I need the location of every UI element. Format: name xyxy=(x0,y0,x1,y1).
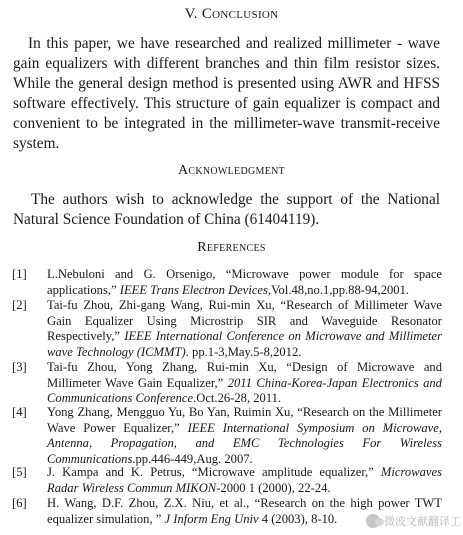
conclusion-heading: V. Conclusion xyxy=(184,6,279,22)
reference-authors: L.Nebuloni and G. Orsenigo, “Microwave power module for space applications,” xyxy=(47,267,442,297)
reference-authors: H. Wang, D.F. Zhou, Z.X. Niu, et al., “Research on the high power TWT equalizer simulation, ” xyxy=(47,496,442,526)
wechat-logo-icon xyxy=(366,514,380,528)
reference-details: -2000 1 (2000), 22-24. xyxy=(216,480,331,495)
reference-number: [2] xyxy=(12,298,27,312)
reference-number: [6] xyxy=(12,496,27,510)
reference-venue: IEEE Trans Electron Devices xyxy=(119,282,268,297)
reference-venue: IEEE International Conference on Microwave and Millimeter wave Technology (ICMMT) xyxy=(47,329,442,359)
reference-venue: Microwaves Radar Wireless Commun MIKON xyxy=(47,465,442,495)
reference-venue: 2011 China-Korea-Japan Electronics and Communications Conference xyxy=(47,375,442,405)
acknowledgment-paragraph: The authors wish to acknowledge the support of the National Natural Science Foundation of China (61404119). xyxy=(13,191,440,228)
reference-details: 4 (2003), 8-10. xyxy=(258,511,338,526)
reference-authors: J. Kampa and K. Petrus, “Microwave amplitude equalizer,” xyxy=(47,465,374,479)
reference-venue: J Inform Eng Univ xyxy=(164,511,259,526)
reference-text xyxy=(47,405,442,467)
acknowledgment-heading: Acknowledgment xyxy=(177,163,286,178)
reference-venue: IEEE International Symposium on Microwave, Antenna, Propagation, and EMC Technologies For Wireless Communications xyxy=(47,420,443,466)
references-heading: References xyxy=(197,240,266,255)
reference-authors: Yong Zhang, Mengguo Yu, Bo Yan, Ruimin Xu, “Research on the Millimeter Wave Power Equalizer,” xyxy=(47,405,442,435)
reference-details: . pp.1-3,May.5-8,2012. xyxy=(185,344,302,359)
reference-text xyxy=(47,298,442,360)
reference-authors: Tai-fu Zhou, Zhi-gang Wang, Rui-min Xu, “Research of Millimeter Wave Gain Equalizer Using Microstrip SIR and Waveguide Resonator Respectively,” xyxy=(47,298,442,343)
watermark xyxy=(366,510,461,532)
reference-text xyxy=(47,360,442,407)
reference-text xyxy=(47,465,442,496)
reference-number: [4] xyxy=(12,405,27,419)
reference-details: .Oct.26-28, 2011. xyxy=(193,391,282,405)
reference-details: ,Vol.48,no.1,pp.88-94,2001. xyxy=(267,282,410,297)
reference-number: [1] xyxy=(12,267,27,281)
reference-authors: Tai-fu Zhou, Yong Zhang, Rui-min Xu, “Design of Microwave and Millimeter Wave Gain Equalizer,” xyxy=(47,360,442,390)
reference-number: [3] xyxy=(12,360,27,374)
conclusion-paragraph: In this paper, we have researched and realized millimeter - wave gain equalizers with different branches and thin film resistor sizes. While the general design method is presented using AWR and HFSS software effectively. This structure of gain equalizer is compact and convenient to be integrated in the millimeter-wave transmit-receive system. xyxy=(13,35,440,152)
reference-details: .pp.446-449,Aug. 2007. xyxy=(132,451,253,466)
reference-number: [5] xyxy=(12,465,27,479)
watermark-text: 微波文献翻译工 xyxy=(384,515,461,528)
reference-text xyxy=(47,267,442,298)
